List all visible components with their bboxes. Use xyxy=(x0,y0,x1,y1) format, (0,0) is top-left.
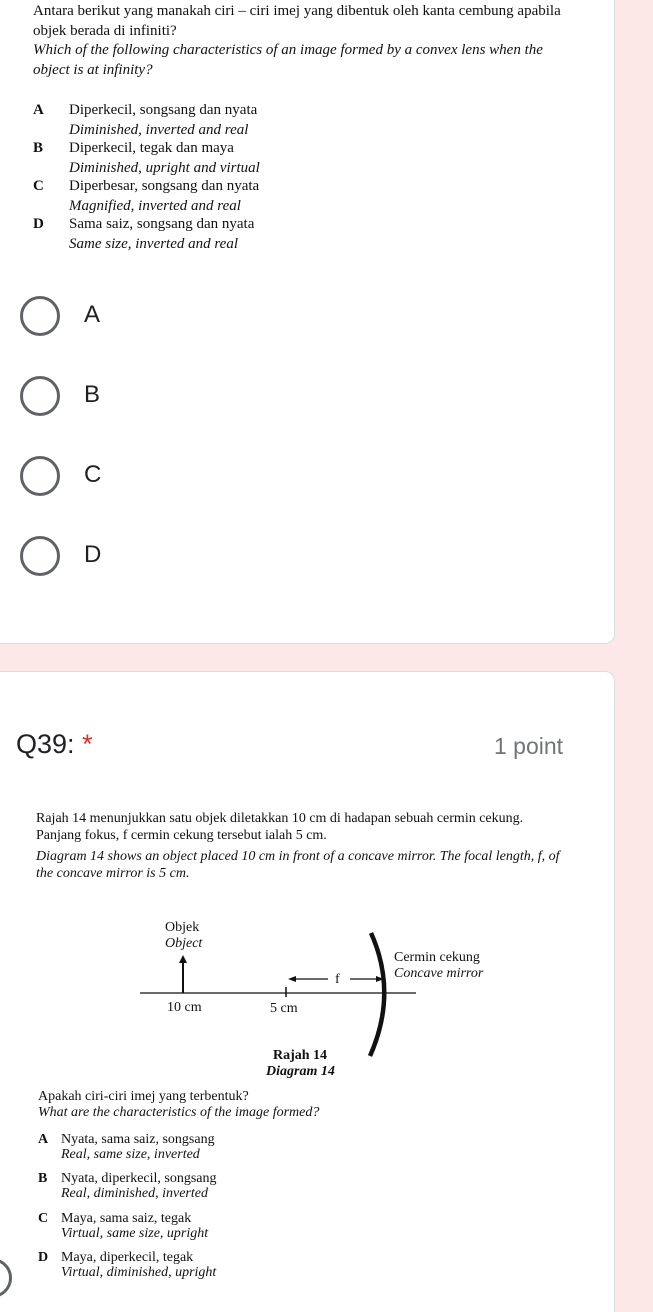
option-text-en: Same size, inverted and real xyxy=(69,236,238,252)
radio-choice-d[interactable] xyxy=(0,536,300,576)
radio-choice-b[interactable] xyxy=(0,376,300,416)
radio-button[interactable] xyxy=(20,376,60,416)
object-arrowhead xyxy=(179,955,187,963)
option-letter: B xyxy=(33,140,44,156)
option-letter: A xyxy=(38,1132,49,1147)
option-letter: C xyxy=(33,178,44,194)
option-text-ms: Maya, diperkecil, tegak xyxy=(61,1250,194,1265)
question-stem-en: Which of the following characteristics of an image formed by a convex lens when the object is at infinity? xyxy=(33,42,543,78)
radio-button[interactable] xyxy=(20,456,60,496)
mirror-label-en: Concave mirror xyxy=(394,966,484,981)
radio-button-partial[interactable] xyxy=(0,1258,12,1298)
object-label-ms: Objek xyxy=(165,920,200,935)
option-text-en: Virtual, diminished, upright xyxy=(61,1265,217,1280)
diagram-14 xyxy=(130,911,510,1081)
radio-label: B xyxy=(84,381,101,408)
option-letter: C xyxy=(38,1211,49,1226)
question-ms: Apakah ciri-ciri imej yang terbentuk? xyxy=(38,1089,249,1104)
question-title xyxy=(16,729,93,760)
distance-label-10cm: 10 cm xyxy=(167,1000,202,1015)
points-label: 1 point xyxy=(494,733,564,759)
radio-label: C xyxy=(84,461,102,488)
option-letter: D xyxy=(33,216,44,232)
option-text-ms: Nyata, sama saiz, songsang xyxy=(61,1132,215,1147)
option-text-en: Diminished, inverted and real xyxy=(69,122,249,138)
option-text-en: Virtual, same size, upright xyxy=(61,1226,209,1241)
question-stem-ms: Antara berikut yang manakah ciri – ciri imej yang dibentuk oleh kanta cembung apabila objek berada di infiniti? xyxy=(33,3,561,39)
diagram-caption-ms: Rajah 14 xyxy=(273,1048,328,1063)
radio-label: A xyxy=(84,301,101,328)
radio-choice-a[interactable] xyxy=(0,296,300,336)
option-text-en: Magnified, inverted and real xyxy=(69,198,241,214)
option-letter: A xyxy=(33,102,44,118)
question-number: Q39: xyxy=(16,729,75,759)
radio-label: D xyxy=(84,541,102,568)
option-text-ms: Nyata, diperkecil, songsang xyxy=(61,1171,217,1186)
radio-button[interactable] xyxy=(20,536,60,576)
option-text-ms: Sama saiz, songsang dan nyata xyxy=(69,216,255,232)
question-stem-ms: Rajah 14 menunjukkan satu objek diletakkan 10 cm di hadapan sebuah cermin cekung. Panjang fokus, f cermin cekung tersebut ialah 5 cm. xyxy=(36,811,524,843)
question-en: What are the characteristics of the image formed? xyxy=(38,1105,320,1120)
option-text-ms: Diperkecil, songsang dan nyata xyxy=(69,102,258,118)
option-text-ms: Maya, sama saiz, tegak xyxy=(61,1211,192,1226)
option-text-en: Diminished, upright and virtual xyxy=(69,160,260,176)
distance-label-5cm: 5 cm xyxy=(270,1001,298,1016)
radio-choice-c[interactable] xyxy=(0,456,300,496)
required-asterisk: * xyxy=(82,729,93,759)
radio-button[interactable] xyxy=(20,296,60,336)
question-stem-en: Diagram 14 shows an object placed 10 cm in front of a concave mirror. The focal length, f, of the concave mirror is 5 cm. xyxy=(36,849,560,881)
option-text-en: Real, same size, inverted xyxy=(61,1147,200,1162)
question-card-39 xyxy=(0,671,615,1312)
mirror-label-ms: Cermin cekung xyxy=(394,950,480,965)
diagram-caption-en: Diagram 14 xyxy=(266,1064,335,1079)
option-text-ms: Diperbesar, songsang dan nyata xyxy=(69,178,260,194)
option-letter: B xyxy=(38,1171,48,1186)
question-card-38 xyxy=(0,0,615,644)
option-text-ms: Diperkecil, tegak dan maya xyxy=(69,140,234,156)
concave-mirror xyxy=(370,933,384,1056)
option-text-en: Real, diminished, inverted xyxy=(61,1186,208,1201)
object-label-en: Object xyxy=(165,936,203,951)
option-letter: D xyxy=(38,1250,49,1265)
focal-length-label: f xyxy=(335,972,340,987)
